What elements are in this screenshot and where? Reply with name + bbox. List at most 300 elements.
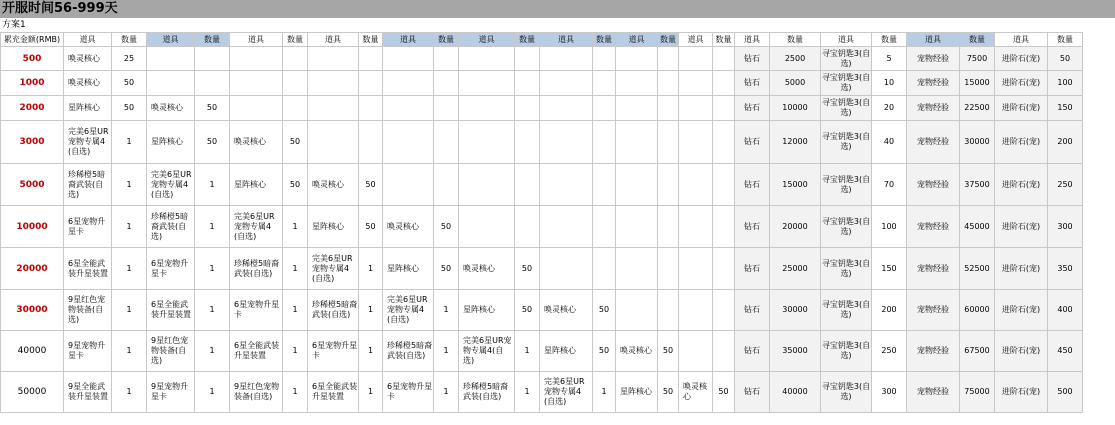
- qty-cell: 20000: [770, 206, 821, 248]
- item-cell: [616, 71, 658, 96]
- item-cell: 星阵核心: [64, 96, 112, 121]
- header-qty: 数量: [713, 33, 735, 47]
- qty-cell: [434, 47, 459, 71]
- qty-cell: 50: [593, 290, 616, 331]
- item-cell: [147, 71, 195, 96]
- qty-cell: 1: [283, 331, 308, 372]
- qty-cell: [713, 206, 735, 248]
- header-qty: 数量: [658, 33, 679, 47]
- qty-cell: 50: [195, 96, 230, 121]
- item-cell: 宠物经验: [907, 164, 960, 206]
- header-qty: 数量: [515, 33, 540, 47]
- qty-cell: 1: [195, 290, 230, 331]
- header-qty: 数量: [434, 33, 459, 47]
- header-qty: 数量: [359, 33, 383, 47]
- item-cell: 唤灵核心: [64, 47, 112, 71]
- qty-cell: [713, 248, 735, 290]
- item-cell: 完美6星UR宠物专属4(自选): [147, 164, 195, 206]
- qty-cell: 1: [195, 164, 230, 206]
- item-cell: 钻石: [735, 47, 770, 71]
- qty-cell: [434, 71, 459, 96]
- header-qty: 数量: [770, 33, 821, 47]
- item-cell: [383, 164, 434, 206]
- qty-cell: 15000: [770, 164, 821, 206]
- qty-cell: [593, 96, 616, 121]
- item-cell: [308, 47, 359, 71]
- sheet-subtitle: 方案1: [2, 20, 26, 30]
- header-item: 道具: [383, 33, 434, 47]
- header-item: 道具: [616, 33, 658, 47]
- item-cell: [616, 290, 658, 331]
- item-cell: 珍稀橙5暗裔武装(自选): [459, 372, 515, 413]
- qty-cell: 10: [872, 71, 907, 96]
- qty-cell: 1: [515, 372, 540, 413]
- item-cell: [230, 47, 283, 71]
- amount-cell: 30000: [1, 290, 64, 331]
- qty-cell: [434, 121, 459, 164]
- qty-cell: [593, 164, 616, 206]
- item-cell: 珍稀橙5暗裔武装(自选): [230, 248, 283, 290]
- item-cell: 寻宝钥匙3(自选): [821, 372, 872, 413]
- item-cell: 宠物经验: [907, 96, 960, 121]
- qty-cell: 400: [1048, 290, 1083, 331]
- qty-cell: [593, 71, 616, 96]
- qty-cell: [713, 121, 735, 164]
- item-cell: 6星全能武装升星装置: [64, 248, 112, 290]
- item-cell: 唤灵核心: [616, 331, 658, 372]
- table-row: [1, 331, 1083, 372]
- qty-cell: [195, 47, 230, 71]
- item-cell: 唤灵核心: [679, 372, 713, 413]
- qty-cell: [713, 96, 735, 121]
- item-cell: 进阶石(宠): [995, 121, 1048, 164]
- qty-cell: 500: [1048, 372, 1083, 413]
- item-cell: 6星宠物升星卡: [383, 372, 434, 413]
- table-row: [1, 290, 1083, 331]
- item-cell: 进阶石(宠): [995, 248, 1048, 290]
- item-cell: 完美6星UR宠物专属4(自选): [383, 290, 434, 331]
- qty-cell: [658, 164, 679, 206]
- qty-cell: [658, 248, 679, 290]
- header-item: 道具: [64, 33, 112, 47]
- item-cell: 寻宝钥匙3(自选): [821, 164, 872, 206]
- item-cell: 唤灵核心: [459, 248, 515, 290]
- qty-cell: [713, 290, 735, 331]
- qty-cell: [515, 96, 540, 121]
- qty-cell: 1: [593, 372, 616, 413]
- item-cell: [459, 71, 515, 96]
- header-amount: 累充金额(RMB): [1, 33, 64, 47]
- item-cell: 宠物经验: [907, 206, 960, 248]
- item-cell: 9星宠物升星卡: [147, 372, 195, 413]
- item-cell: 进阶石(宠): [995, 331, 1048, 372]
- item-cell: 宠物经验: [907, 331, 960, 372]
- qty-cell: 150: [872, 248, 907, 290]
- qty-cell: 30000: [770, 290, 821, 331]
- qty-cell: 7500: [960, 47, 995, 71]
- item-cell: 6星宠物升星卡: [147, 248, 195, 290]
- item-cell: 9星红色宠物装备(自选): [230, 372, 283, 413]
- header-item: 道具: [540, 33, 593, 47]
- qty-cell: [658, 290, 679, 331]
- item-cell: 宠物经验: [907, 372, 960, 413]
- qty-cell: 300: [1048, 206, 1083, 248]
- item-cell: [679, 248, 713, 290]
- qty-cell: 50: [1048, 47, 1083, 71]
- item-cell: 珍稀橙5暗裔武装(自选): [383, 331, 434, 372]
- item-cell: 钻石: [735, 164, 770, 206]
- qty-cell: 350: [1048, 248, 1083, 290]
- qty-cell: 300: [872, 372, 907, 413]
- qty-cell: 1: [434, 290, 459, 331]
- amount-cell: 500: [1, 47, 64, 71]
- qty-cell: 22500: [960, 96, 995, 121]
- item-cell: 唤灵核心: [540, 290, 593, 331]
- amount-cell: 10000: [1, 206, 64, 248]
- item-cell: [679, 121, 713, 164]
- qty-cell: [434, 164, 459, 206]
- qty-cell: 5000: [770, 71, 821, 96]
- qty-cell: [713, 331, 735, 372]
- qty-cell: [713, 71, 735, 96]
- qty-cell: 50: [195, 121, 230, 164]
- item-cell: [616, 206, 658, 248]
- item-cell: [540, 47, 593, 71]
- item-cell: [308, 71, 359, 96]
- header-item: 道具: [459, 33, 515, 47]
- item-cell: 6星全能武装升星装置: [147, 290, 195, 331]
- item-cell: 6星宠物升星卡: [230, 290, 283, 331]
- item-cell: [540, 96, 593, 121]
- qty-cell: [515, 164, 540, 206]
- item-cell: [540, 206, 593, 248]
- header-qty: 数量: [872, 33, 907, 47]
- item-cell: 星阵核心: [459, 290, 515, 331]
- header-item: 道具: [679, 33, 713, 47]
- item-cell: 珍稀橙5暗裔武装(自选): [64, 164, 112, 206]
- qty-cell: [515, 71, 540, 96]
- qty-cell: 1: [112, 331, 147, 372]
- header-qty: 数量: [960, 33, 995, 47]
- qty-cell: 10000: [770, 96, 821, 121]
- qty-cell: 50: [283, 164, 308, 206]
- item-cell: 进阶石(宠): [995, 71, 1048, 96]
- qty-cell: 1: [434, 372, 459, 413]
- header-item: 道具: [995, 33, 1048, 47]
- qty-cell: [434, 96, 459, 121]
- item-cell: 星阵核心: [540, 331, 593, 372]
- item-cell: [679, 331, 713, 372]
- item-cell: 珍稀橙5暗裔武装(自选): [147, 206, 195, 248]
- table-row: [1, 206, 1083, 248]
- item-cell: 寻宝钥匙3(自选): [821, 121, 872, 164]
- item-cell: [616, 96, 658, 121]
- qty-cell: [593, 47, 616, 71]
- qty-cell: [515, 121, 540, 164]
- item-cell: 寻宝钥匙3(自选): [821, 71, 872, 96]
- table-row: [1, 96, 1083, 121]
- amount-cell: 5000: [1, 164, 64, 206]
- item-cell: 9星宠物升星卡: [64, 331, 112, 372]
- qty-cell: 1: [195, 372, 230, 413]
- header-qty: 数量: [593, 33, 616, 47]
- qty-cell: [359, 47, 383, 71]
- item-cell: [616, 47, 658, 71]
- qty-cell: 50: [593, 331, 616, 372]
- item-cell: 寻宝钥匙3(自选): [821, 47, 872, 71]
- qty-cell: [593, 206, 616, 248]
- qty-cell: 40000: [770, 372, 821, 413]
- item-cell: [459, 96, 515, 121]
- qty-cell: 100: [1048, 71, 1083, 96]
- item-cell: 钻石: [735, 206, 770, 248]
- qty-cell: 1: [359, 331, 383, 372]
- qty-cell: 50: [515, 290, 540, 331]
- item-cell: 星阵核心: [616, 372, 658, 413]
- qty-cell: [283, 96, 308, 121]
- amount-cell: 40000: [1, 331, 64, 372]
- amount-cell: 20000: [1, 248, 64, 290]
- table-row: [1, 47, 1083, 71]
- qty-cell: 50: [112, 96, 147, 121]
- item-cell: [679, 47, 713, 71]
- item-cell: 进阶石(宠): [995, 47, 1048, 71]
- qty-cell: 67500: [960, 331, 995, 372]
- item-cell: 宠物经验: [907, 71, 960, 96]
- qty-cell: 40: [872, 121, 907, 164]
- item-cell: 唤灵核心: [147, 96, 195, 121]
- item-cell: 进阶石(宠): [995, 96, 1048, 121]
- header-item: 道具: [735, 33, 770, 47]
- qty-cell: [658, 96, 679, 121]
- qty-cell: 15000: [960, 71, 995, 96]
- item-cell: [459, 164, 515, 206]
- item-cell: 9星全能武装升星装置: [64, 372, 112, 413]
- qty-cell: 50: [713, 372, 735, 413]
- item-cell: 进阶石(宠): [995, 372, 1048, 413]
- item-cell: 完美6星UR宠物专属4(自选): [459, 331, 515, 372]
- qty-cell: 1: [195, 248, 230, 290]
- qty-cell: 1: [283, 248, 308, 290]
- item-cell: 唤灵核心: [230, 121, 283, 164]
- qty-cell: [283, 71, 308, 96]
- qty-cell: 35000: [770, 331, 821, 372]
- qty-cell: 50: [359, 206, 383, 248]
- qty-cell: 1: [112, 121, 147, 164]
- qty-cell: 1: [359, 248, 383, 290]
- table-row: [1, 372, 1083, 413]
- item-cell: 完美6星UR宠物专属4(自选): [64, 121, 112, 164]
- table-row: [1, 164, 1083, 206]
- item-cell: 唤灵核心: [383, 206, 434, 248]
- item-cell: 钻石: [735, 248, 770, 290]
- item-cell: 进阶石(宠): [995, 164, 1048, 206]
- item-cell: [383, 71, 434, 96]
- item-cell: 寻宝钥匙3(自选): [821, 331, 872, 372]
- item-cell: 宠物经验: [907, 248, 960, 290]
- item-cell: 钻石: [735, 71, 770, 96]
- table-row: [1, 121, 1083, 164]
- qty-cell: 1: [515, 331, 540, 372]
- qty-cell: 250: [872, 331, 907, 372]
- header-qty: 数量: [283, 33, 308, 47]
- qty-cell: [658, 47, 679, 71]
- qty-cell: [713, 164, 735, 206]
- qty-cell: 20: [872, 96, 907, 121]
- item-cell: 6星宠物升星卡: [64, 206, 112, 248]
- header-qty: 数量: [1048, 33, 1083, 47]
- item-cell: 寻宝钥匙3(自选): [821, 206, 872, 248]
- item-cell: [383, 121, 434, 164]
- header-qty: 数量: [195, 33, 230, 47]
- header-item: 道具: [147, 33, 195, 47]
- item-cell: [459, 47, 515, 71]
- qty-cell: [515, 47, 540, 71]
- amount-cell: 3000: [1, 121, 64, 164]
- item-cell: [147, 47, 195, 71]
- header-item: 道具: [821, 33, 872, 47]
- header-row: [1, 33, 1083, 47]
- qty-cell: 50: [515, 248, 540, 290]
- item-cell: [308, 121, 359, 164]
- item-cell: 进阶石(宠): [995, 206, 1048, 248]
- item-cell: 唤灵核心: [308, 164, 359, 206]
- qty-cell: 5: [872, 47, 907, 71]
- item-cell: [383, 47, 434, 71]
- qty-cell: 25: [112, 47, 147, 71]
- item-cell: 完美6星UR宠物专属4(自选): [540, 372, 593, 413]
- qty-cell: 1: [112, 372, 147, 413]
- item-cell: 珍稀橙5暗裔武装(自选): [308, 290, 359, 331]
- qty-cell: [359, 71, 383, 96]
- item-cell: 星阵核心: [308, 206, 359, 248]
- qty-cell: 25000: [770, 248, 821, 290]
- qty-cell: 1: [283, 206, 308, 248]
- qty-cell: 1: [112, 290, 147, 331]
- qty-cell: [195, 71, 230, 96]
- qty-cell: 75000: [960, 372, 995, 413]
- item-cell: [616, 121, 658, 164]
- qty-cell: 50: [283, 121, 308, 164]
- item-cell: [616, 248, 658, 290]
- qty-cell: 150: [1048, 96, 1083, 121]
- qty-cell: 50: [658, 372, 679, 413]
- reward-table: [0, 32, 1083, 413]
- item-cell: [616, 164, 658, 206]
- item-cell: 寻宝钥匙3(自选): [821, 248, 872, 290]
- amount-cell: 1000: [1, 71, 64, 96]
- item-cell: [230, 96, 283, 121]
- item-cell: [679, 164, 713, 206]
- item-cell: [459, 206, 515, 248]
- item-cell: [540, 71, 593, 96]
- header-item: 道具: [308, 33, 359, 47]
- item-cell: [540, 164, 593, 206]
- item-cell: 9星红色宠物装备(自选): [147, 331, 195, 372]
- header-item: 道具: [907, 33, 960, 47]
- qty-cell: 37500: [960, 164, 995, 206]
- item-cell: 寻宝钥匙3(自选): [821, 290, 872, 331]
- item-cell: 宠物经验: [907, 47, 960, 71]
- table-row: [1, 248, 1083, 290]
- amount-cell: 50000: [1, 372, 64, 413]
- qty-cell: 50: [658, 331, 679, 372]
- qty-cell: 52500: [960, 248, 995, 290]
- item-cell: [540, 248, 593, 290]
- qty-cell: 1: [112, 248, 147, 290]
- qty-cell: 1: [112, 206, 147, 248]
- item-cell: 宠物经验: [907, 121, 960, 164]
- qty-cell: 50: [112, 71, 147, 96]
- item-cell: 进阶石(宠): [995, 290, 1048, 331]
- qty-cell: 450: [1048, 331, 1083, 372]
- qty-cell: 45000: [960, 206, 995, 248]
- qty-cell: 1: [434, 331, 459, 372]
- qty-cell: 1: [283, 372, 308, 413]
- qty-cell: [359, 121, 383, 164]
- qty-cell: 2500: [770, 47, 821, 71]
- qty-cell: [713, 47, 735, 71]
- qty-cell: 50: [359, 164, 383, 206]
- qty-cell: 70: [872, 164, 907, 206]
- qty-cell: [593, 248, 616, 290]
- item-cell: [679, 206, 713, 248]
- item-cell: 9星红色宠物装备(自选): [64, 290, 112, 331]
- qty-cell: [593, 121, 616, 164]
- item-cell: 钻石: [735, 372, 770, 413]
- item-cell: [230, 71, 283, 96]
- qty-cell: [515, 206, 540, 248]
- item-cell: 星阵核心: [230, 164, 283, 206]
- item-cell: 寻宝钥匙3(自选): [821, 96, 872, 121]
- table-row: [1, 71, 1083, 96]
- amount-cell: 2000: [1, 96, 64, 121]
- qty-cell: [359, 96, 383, 121]
- item-cell: [679, 290, 713, 331]
- item-cell: 钻石: [735, 290, 770, 331]
- item-cell: [383, 96, 434, 121]
- item-cell: 完美6星UR宠物专属4(自选): [230, 206, 283, 248]
- qty-cell: [658, 71, 679, 96]
- qty-cell: [283, 47, 308, 71]
- item-cell: [459, 121, 515, 164]
- item-cell: 完美6星UR宠物专属4(自选): [308, 248, 359, 290]
- header-qty: 数量: [112, 33, 147, 47]
- item-cell: 6星宠物升星卡: [308, 331, 359, 372]
- qty-cell: 30000: [960, 121, 995, 164]
- item-cell: 星阵核心: [147, 121, 195, 164]
- qty-cell: 1: [195, 331, 230, 372]
- item-cell: 钻石: [735, 96, 770, 121]
- item-cell: 6星全能武装升星装置: [230, 331, 283, 372]
- item-cell: 钻石: [735, 331, 770, 372]
- item-cell: 6星全能武装升星装置: [308, 372, 359, 413]
- qty-cell: 50: [434, 248, 459, 290]
- item-cell: [679, 96, 713, 121]
- qty-cell: 1: [283, 290, 308, 331]
- item-cell: 宠物经验: [907, 290, 960, 331]
- qty-cell: 12000: [770, 121, 821, 164]
- qty-cell: 60000: [960, 290, 995, 331]
- sheet-title: 开服时间56-999天: [0, 0, 1115, 18]
- item-cell: [308, 96, 359, 121]
- qty-cell: 100: [872, 206, 907, 248]
- qty-cell: 50: [434, 206, 459, 248]
- qty-cell: 250: [1048, 164, 1083, 206]
- qty-cell: 200: [1048, 121, 1083, 164]
- qty-cell: [658, 206, 679, 248]
- qty-cell: 1: [112, 164, 147, 206]
